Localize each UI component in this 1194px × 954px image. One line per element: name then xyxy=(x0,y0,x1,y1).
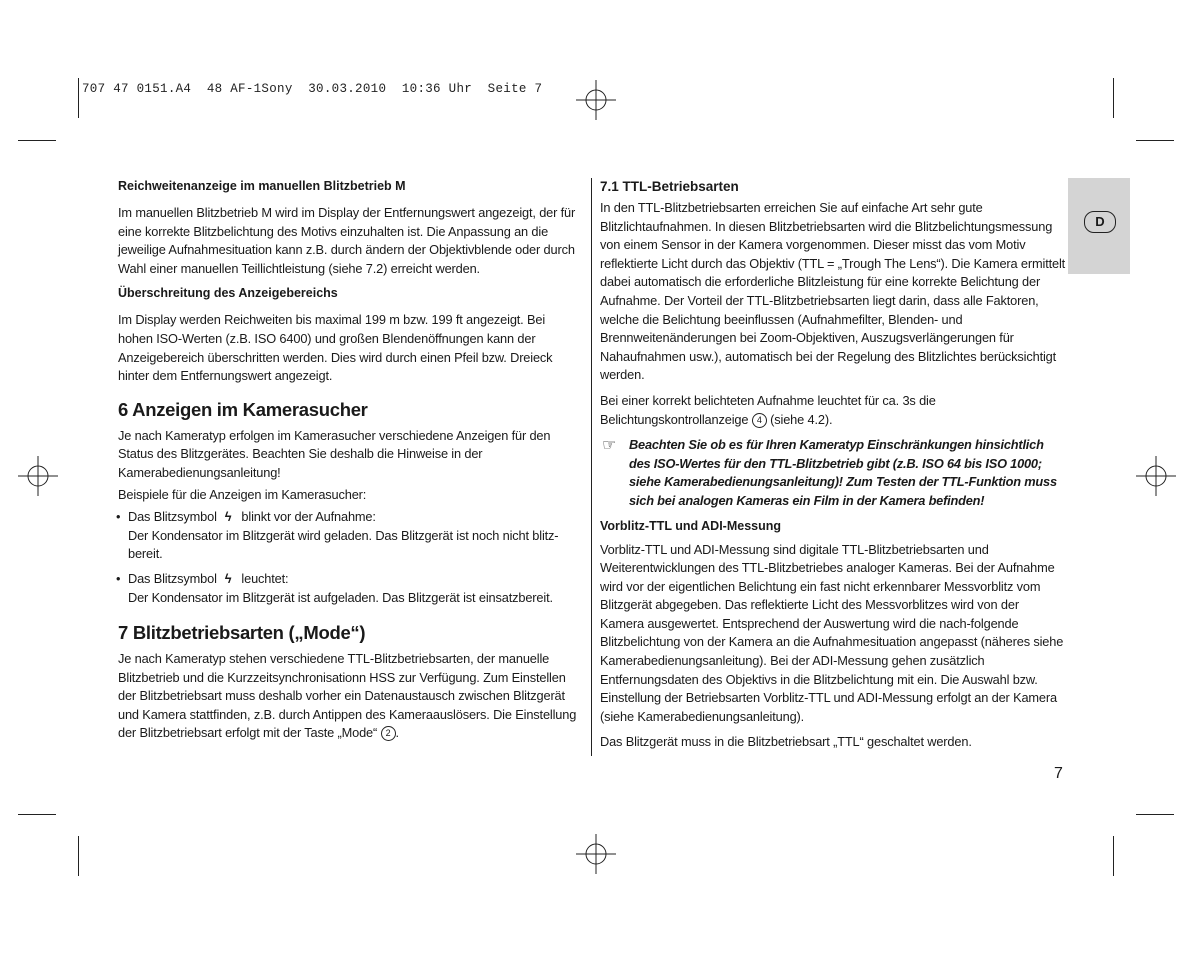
pointing-hand-icon: ☞ xyxy=(602,437,617,455)
crop-mark xyxy=(1136,814,1174,815)
paragraph: Beispiele für die Anzeigen im Kamerasucher: xyxy=(118,486,367,502)
paragraph: Vorblitz-TTL und ADI-Messung sind digitale TTL-Blitzbetriebsarten und Weiterentwicklungen des TTL-Blitzbetriebes analoger Kameras. Bei der Aufnahme wird vor der eigentlichen Belichtung ein fast nicht erkennbarer Messvorblitz vom Blitzgerät abgegeben. Das reflektierte Licht des Messvorblitzes wird von der Kamera ausgewertet. Entsprechend der Auswertung wird die nach-folgende Blitzbelichtung von der Kamera an die Aufnahmesituation angepasst (näheres siehe Kamerabedienungsanleitung). Bei der ADI-Messung gehen zusätzlich Entfernungsdaten des Objektivs in die Blitzbelichtung mit ein. Die Auswahl bzw. Einstellung der Betriebsarten Vorblitz-TTL und ADI-Messung erfolgt an der Kamera (siehe Kamerabedienungsanleitung). xyxy=(600,541,1064,724)
language-letter: D xyxy=(1084,211,1116,233)
section-title: Reichweitenanzeige im manuellen Blitzbetrieb M xyxy=(118,179,406,193)
paragraph: Im Display werden Reichweiten bis maximal 199 m bzw. 199 ft angezeigt. Bei hohen ISO-Werten (z.B. ISO 6400) und großen Blendenöffnungen kann der Anzeigebereich überschritten werden. Dies wird durch einen Pfeil bzw. Dreieck hinter dem Entfernungswert angezeigt. xyxy=(118,312,553,384)
paragraph xyxy=(600,392,1066,429)
note-block xyxy=(600,436,1066,510)
paragraph: Je nach Kameratyp erfolgen im Kamerasucher verschiedene Anzeigen für den Status des Blitzgerätes. Beachten Sie deshalb die Hinweise in der Kamerabedienungsanleitung! xyxy=(118,427,551,480)
bullet-lead: Das Blitzsymbol xyxy=(128,570,217,586)
flash-symbol-icon: ϟ xyxy=(224,509,232,525)
section-title: 7.1 TTL-Betriebsarten xyxy=(600,179,739,194)
list-item xyxy=(118,570,582,607)
right-column xyxy=(600,178,1066,759)
bullet-text: Der Kondensator im Blitzgerät wird geladen. Das Blitzgerät ist noch nicht blitz-bereit. xyxy=(128,527,559,562)
crop-mark xyxy=(18,814,56,815)
bullet-icon: • xyxy=(116,509,121,525)
paragraph xyxy=(118,650,582,743)
left-column xyxy=(118,178,582,750)
crop-mark xyxy=(1113,78,1114,118)
crop-mark xyxy=(1113,836,1114,876)
bullet-lead: Das Blitzsymbol xyxy=(128,509,217,525)
print-slug: 707 47 0151.A4 48 AF-1Sony 30.03.2010 10:36 Uhr Seite 7 xyxy=(82,82,543,96)
page-number: 7 xyxy=(1054,765,1063,782)
section-title: Vorblitz-TTL und ADI-Messung xyxy=(600,518,781,533)
paragraph: In den TTL-Blitzbetriebsarten erreichen Sie auf einfache Art sehr gute Blitzlichtaufnahmen. In diesen Blitzbetriebsarten wird die Blitzbelichtungsmessung von einem Sensor in der Kamera vorgenommen. Dieser misst das vom Motiv reflektierte Licht durch das Objektiv (TTL = „Trough The Lens“). Die Kamera ermittelt dabei automatisch die erforderliche Blitzleistung für eine korrekte Belichtung der Aufnahme. Der Vorteil der TTL-Blitzbetriebsarten liegt darin, dass alle Faktoren, welche die Belichtung beeinflussen (Aufnahmefilter, Blenden- und Brennweitenänderungen bei Zoom-Objektiven, Auszugsverlängerungen für Nahaufnahmen usw.), automatisch bei der Regelung des Blitzlichtes berücksichtigt werden. xyxy=(600,200,1066,383)
paragraph-end: . xyxy=(395,725,399,741)
circled-number: 4 xyxy=(752,413,767,428)
paragraph-text: Bei einer korrekt belichteten Aufnahme leuchtet für ca. 3s die Belichtungskontrollanzeige xyxy=(600,392,936,427)
registration-mark-icon xyxy=(1136,456,1176,496)
list-item xyxy=(118,508,582,564)
note-text: Beachten Sie ob es für Ihren Kameratyp Einschränkungen hinsichtlich des ISO-Wertes für den TTL-Blitzbetrieb gibt (z.B. ISO 64 bis ISO 1000; siehe Kamerabedienungsanleitung)! Zum Testen der TTL-Funktion muss sich bei analogen Kameras ein Film in der Kamera befinden! xyxy=(629,437,1057,508)
crop-mark xyxy=(78,836,79,876)
bullet-lead-end: leuchtet: xyxy=(241,570,289,586)
bullet-lead-end: blinkt vor der Aufnahme: xyxy=(241,509,376,525)
chapter-heading: 6 Anzeigen im Kamerasucher xyxy=(118,398,368,420)
registration-mark-icon xyxy=(576,80,616,120)
section-title: Überschreitung des Anzeigebereichs xyxy=(118,286,338,301)
paragraph-end: (siehe 4.2). xyxy=(770,411,833,427)
registration-mark-icon xyxy=(576,834,616,874)
circled-number: 2 xyxy=(381,726,396,741)
crop-mark xyxy=(78,78,79,118)
bullet-icon: • xyxy=(116,570,121,586)
flash-symbol-icon: ϟ xyxy=(224,570,232,586)
crop-mark xyxy=(18,140,56,141)
registration-mark-icon xyxy=(18,456,58,496)
paragraph: Das Blitzgerät muss in die Blitzbetriebsart „TTL“ geschaltet werden. xyxy=(600,734,972,750)
crop-mark xyxy=(1136,140,1174,141)
chapter-heading: 7 Blitzbetriebsarten („Mode“) xyxy=(118,622,366,644)
language-tab xyxy=(1068,178,1130,274)
paragraph: Im manuellen Blitzbetrieb M wird im Display der Entfernungswert angezeigt, der für eine korrekte Blitzbelichtung des Motivs einzuhalten ist. Die Anpassung an die jeweilige Aufnahmesituation kann z.B. durch ändern der Objektivblende oder durch Wahl einer manuellen Teillichtleistung (siehe 7.2) erreicht werden. xyxy=(118,205,576,276)
paragraph-text: Je nach Kameratyp stehen verschiedene TTL-Blitzbetriebsarten, der manuelle Blitzbetrieb und die Kurzzeitsynchronisationn HSS zur Verfügung. Zum Einstellen der Blitzbetriebsart muss deshalb vorher ein Datenaustausch zwischen Blitzgerät und Kamera stattfinden, z.B. durch Antippen des Kameraauslösers. Die Einstellung der Blitzbetriebsart erfolgt mit der Taste „Mode“ xyxy=(118,651,577,741)
column-divider xyxy=(591,178,592,756)
bullet-text: Der Kondensator im Blitzgerät ist aufgeladen. Das Blitzgerät ist einsatzbereit. xyxy=(128,589,553,605)
